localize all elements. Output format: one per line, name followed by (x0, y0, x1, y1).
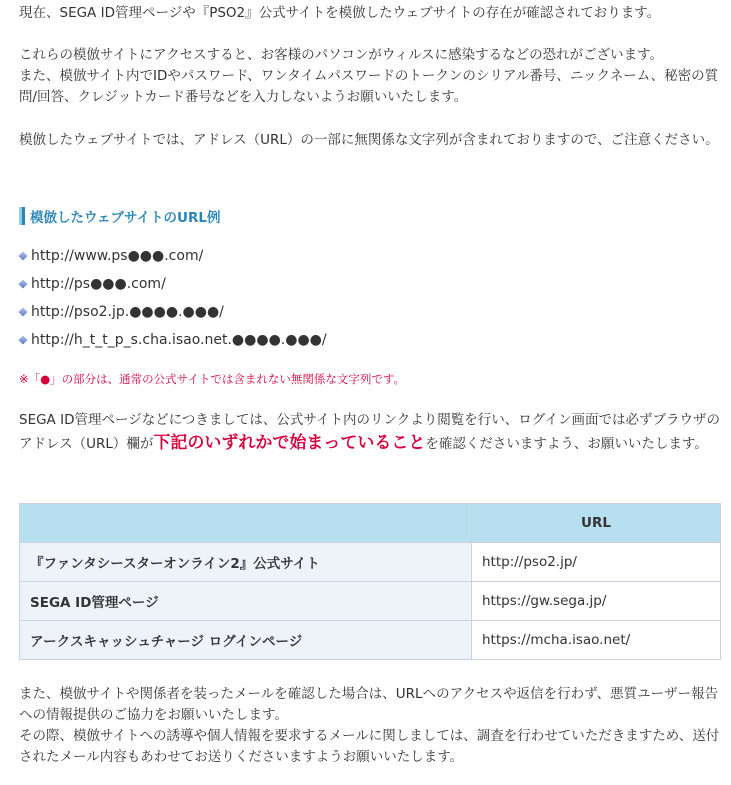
section-heading-text: 模倣したウェブサイトのURL例 (30, 210, 221, 226)
instruction-after: を確認くださいますよう、お願いいたします。 (425, 436, 708, 452)
fake-url-list (19, 245, 327, 357)
instruction-paragraph (19, 409, 723, 456)
closing-line-2: その際、模倣サイトへの誘導や個人情報を要求するメールに関しましては、調査を行わせていただきますため、送付されたメール内容もあわせてお送りくださいますようお願いいたします。 (19, 728, 720, 765)
diamond-bullet-icon (18, 307, 27, 316)
intro-paragraph-2 (19, 45, 723, 108)
warning-note: ※「●」の部分は、通常の公式サイトでは含まれない無関係な文字列です。 (19, 372, 405, 386)
intro-line-4: 模倣したウェブサイトでは、アドレス（URL）の一部に無関係な文字列が含まれておりますので、ご注意ください。 (19, 132, 719, 148)
closing-line-1: また、模倣サイトや関係者を装ったメールを確認した場合は、URLへのアクセスや返信を行わず、悪質ユーザー報告への情報提供のご協力をお願いいたします。 (19, 686, 719, 723)
table-header-url: URL (472, 504, 721, 543)
table-header-row (20, 504, 721, 543)
list-item (19, 245, 327, 273)
list-item (19, 301, 327, 329)
intro-line-3: また、模倣サイト内でIDやパスワード、ワンタイムパスワードのトークンのシリアル番号、ニックネーム、秘密の質問/回答、クレジットカード番号などを入力しないようお願いいたします。 (19, 68, 719, 105)
intro-line-1: 現在、SEGA ID管理ページや『PSO2』公式サイトを模倣したウェブサイトの存在が確認されております。 (19, 5, 661, 21)
diamond-bullet-icon (18, 279, 27, 288)
fake-url-text: http://ps●●●.com/ (31, 276, 166, 292)
intro-line-2: これらの模倣サイトにアクセスすると、お客様のパソコンがウィルスに感染するなどの恐れがございます。 (19, 47, 664, 63)
intro-paragraph-3 (19, 130, 723, 151)
section-heading (19, 206, 220, 226)
list-item (19, 329, 327, 357)
fake-url-text: http://pso2.jp.●●●●.●●●/ (31, 304, 224, 320)
official-url-table (19, 503, 721, 660)
diamond-bullet-icon (18, 251, 27, 260)
site-name-cell: SEGA ID管理ページ (20, 582, 472, 621)
site-name-cell: アークスキャッシュチャージ ログインページ (20, 621, 472, 660)
instruction-before: SEGA ID管理ページなどにつきましては、公式サイト内のリンクより閲覧を行い、ログイン画面では必ずブラウザのアドレス（URL）欄が (19, 412, 721, 452)
site-name-cell: 『ファンタシースターオンライン2』公式サイト (20, 543, 472, 582)
diamond-bullet-icon (18, 335, 27, 344)
fake-url-text: http://h_t_t_p_s.cha.isao.net.●●●●.●●●/ (31, 332, 327, 348)
table-header-site (20, 504, 472, 543)
heading-bar-icon (19, 207, 25, 225)
site-url-cell: https://mcha.isao.net/ (472, 621, 721, 660)
intro-paragraph-1 (19, 3, 723, 24)
closing-paragraph (19, 684, 723, 768)
list-item (19, 273, 327, 301)
table-row (20, 582, 721, 621)
site-url-cell: http://pso2.jp/ (472, 543, 721, 582)
instruction-emphasis: 下記のいずれかで始まっていること (153, 433, 426, 453)
fake-url-text: http://www.ps●●●.com/ (31, 248, 204, 264)
table-row (20, 621, 721, 660)
table-row (20, 543, 721, 582)
site-url-cell: https://gw.sega.jp/ (472, 582, 721, 621)
